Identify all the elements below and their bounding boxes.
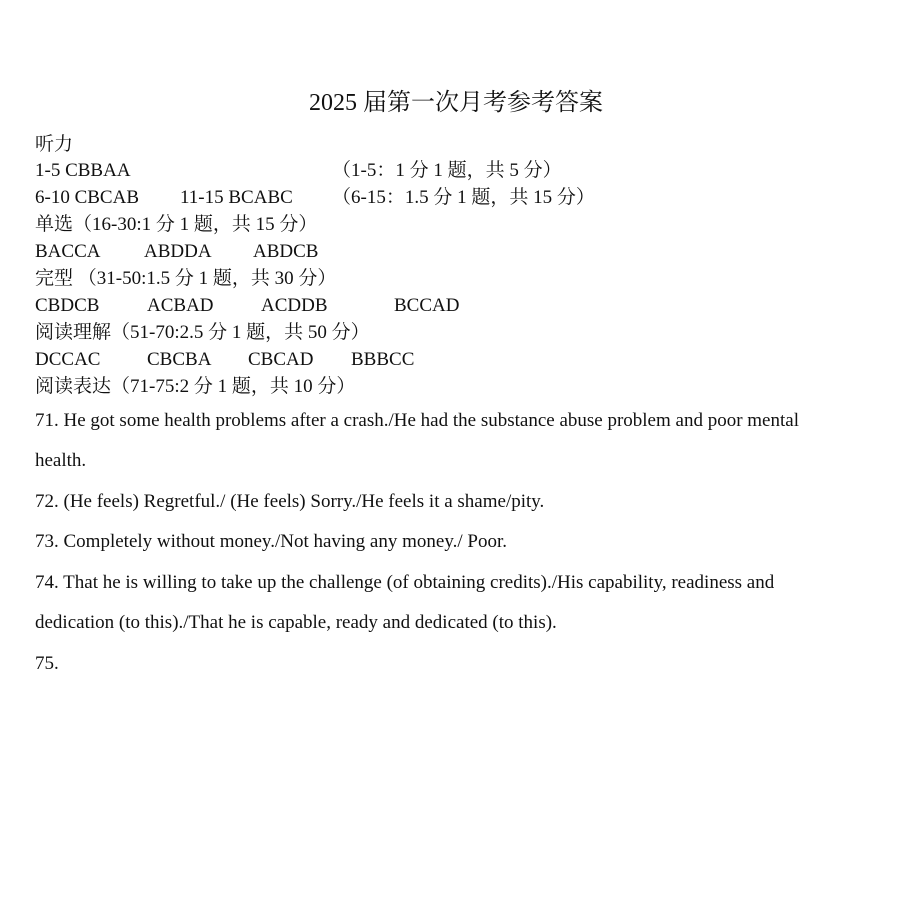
reading-group: CBCAD bbox=[248, 349, 314, 370]
reading-group: BBBCC bbox=[351, 349, 415, 370]
cloze-group: BCCAD bbox=[394, 295, 460, 316]
listening-answers-11-15: 11-15 BCABC bbox=[180, 187, 293, 208]
cloze-group: ACBAD bbox=[147, 295, 214, 316]
page-title: 2025 届第一次月考参考答案 bbox=[309, 90, 603, 116]
answer-75: 75. bbox=[35, 653, 59, 674]
answer-74-line-2: dedication (to this)./That he is capable, ready and dedicated (to this). bbox=[35, 612, 557, 633]
listening-answers-1-5: 1-5 CBBAA bbox=[35, 160, 131, 181]
answer-72: 72. (He feels) Regretful./ (He feels) Sorry./He feels it a shame/pity. bbox=[35, 491, 545, 512]
answer-74-line-1: 74. That he is willing to take up the challenge (of obtaining credits)./His capability, readiness and bbox=[35, 572, 775, 593]
cloze-heading: 完型 （31-50:1.5 分 1 题，共 30 分） bbox=[35, 268, 337, 289]
reading-heading: 阅读理解（51-70:2.5 分 1 题，共 50 分） bbox=[35, 322, 370, 343]
cloze-group: ACDDB bbox=[261, 295, 328, 316]
answer-73: 73. Completely without money./Not having any money./ Poor. bbox=[35, 531, 507, 552]
reading-group: CBCBA bbox=[147, 349, 212, 370]
listening-score-1-5: （1-5：1 分 1 题，共 5 分） bbox=[332, 160, 562, 181]
single-choice-group: ABDDA bbox=[144, 241, 212, 262]
single-choice-group: ABDCB bbox=[253, 241, 319, 262]
listening-heading: 听力 bbox=[35, 134, 74, 155]
reading-expression-heading: 阅读表达（71-75:2 分 1 题，共 10 分） bbox=[35, 376, 356, 397]
cloze-group: CBDCB bbox=[35, 295, 100, 316]
answer-71-line-1: 71. He got some health problems after a crash./He had the substance abuse problem and poor mental bbox=[35, 410, 799, 431]
single-choice-heading: 单选（16-30:1 分 1 题，共 15 分） bbox=[35, 214, 318, 235]
answer-71-line-2: health. bbox=[35, 450, 87, 471]
listening-answers-6-10: 6-10 CBCAB bbox=[35, 187, 139, 208]
single-choice-group: BACCA bbox=[35, 241, 101, 262]
listening-score-6-15: （6-15：1.5 分 1 题，共 15 分） bbox=[332, 187, 595, 208]
reading-group: DCCAC bbox=[35, 349, 101, 370]
